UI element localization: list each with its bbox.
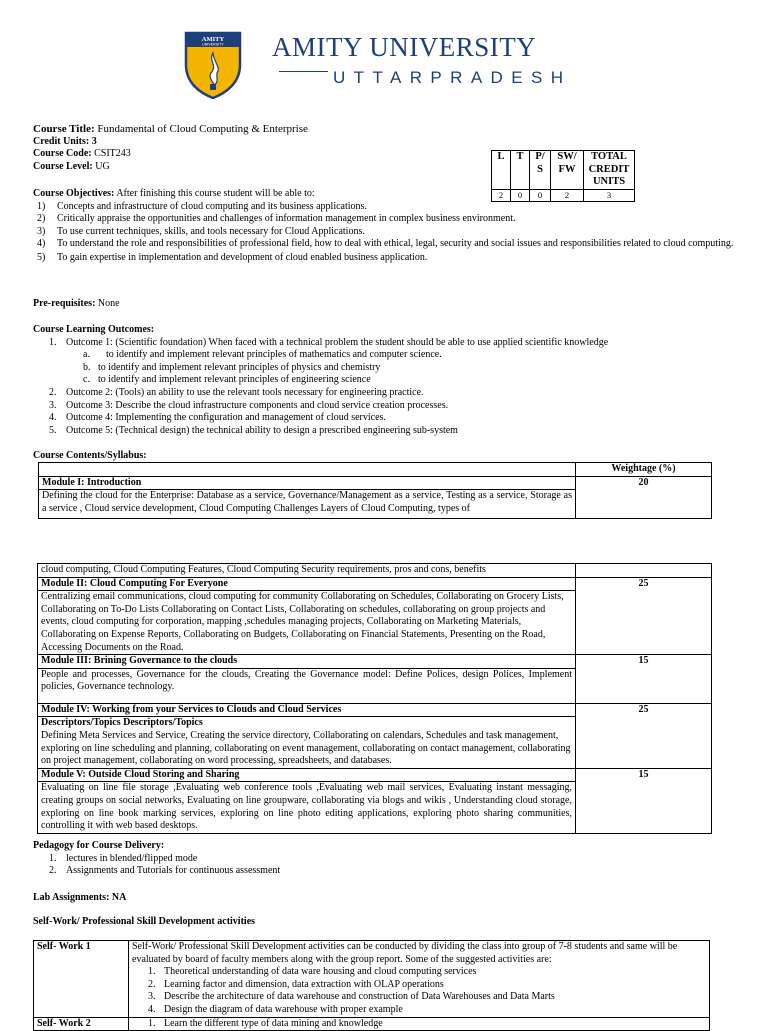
university-campus: UTTARPRADESH [333, 68, 572, 87]
objective-text: To gain expertise in implementation and development of cloud enabled business application. [57, 251, 428, 263]
self-work-heading: Self-Work/ Professional Skill Development activities [33, 916, 256, 927]
pedagogy-number: 1. [49, 852, 57, 864]
course-code-line [33, 148, 483, 161]
module-weightage: 25 [576, 577, 712, 655]
outcome-text: Outcome 5: (Technical design) the technical ability to design a prescribed engineering sub-system [66, 424, 458, 436]
module-weightage: 20 [576, 476, 712, 519]
outcome-number: 4. [49, 412, 57, 424]
credit-header-cell: T [511, 151, 530, 190]
module-row [38, 703, 712, 717]
outcome-sub-letter: b. [83, 361, 91, 373]
module-content: cloud computing, Cloud Computing Features, Cloud Computing Security requirements, pros and cons, benefits [38, 564, 576, 578]
outcome-subitem [33, 374, 733, 387]
logo-text-amity: AMITY [201, 36, 225, 43]
outcome-sub-text: to identify and implement relevant principles of physics and chemistry [98, 361, 381, 373]
pedagogy-heading: Pedagogy for Course Delivery: [33, 840, 165, 851]
outcome-sub-letter: a. [83, 349, 90, 361]
objective-number: 1) [37, 200, 46, 212]
course-title-value: Fundamental of Cloud Computing & Enterprise [97, 123, 308, 135]
credit-value-cell: 0 [530, 189, 551, 201]
self-work-text: Learn the different type of data mining and knowledge [164, 1017, 383, 1029]
objective-text: Concepts and infrastructure of cloud computing and its business applications. [57, 200, 367, 212]
learning-outcomes [33, 324, 733, 437]
self-work-label: Self- Work 1 [34, 941, 129, 1018]
objective-number: 3) [37, 225, 46, 237]
header-rule [279, 71, 328, 72]
credit-header-cell: L [492, 151, 511, 190]
objective-number: 4) [37, 238, 46, 250]
outcome-text: Outcome 3: Describe the cloud infrastructure components and cloud service creation processes. [66, 399, 449, 411]
outcome-sub-text: to identify and implement relevant principles of engineering science [98, 374, 371, 386]
syllabus-heading: Course Contents/Syllabus: [33, 450, 147, 461]
self-work-text: Theoretical understanding of data ware housing and cloud computing services [164, 966, 477, 978]
module-content: Centralizing email communications, cloud computing for community Collaborating on Schedules, Collaborating on Grocery Lists, Collaborating on To-Do Lists Collaborating on Contact Lists, Collaborating on schedules, collaborating on group projects and events, cloud computing for corporation, mapping ,schedules managing projects, Collaborating on Marketing Materials, Collaborating on Expense Reports, Collaborating on Budgets, Collaborating on Financial Statements, Presenting on the Road, Accessing Documents on the Road. [38, 591, 576, 655]
pedagogy-text: lectures in blended/flipped mode [66, 852, 198, 864]
objective-text: To understand the role and responsibilities of professional field, how to deal with ethical, legal, security and social issues and responsibilities related to cloud computing. [57, 238, 734, 250]
pedagogy [33, 840, 280, 878]
outcome-subitem [33, 349, 733, 362]
objective-text: Critically appraise the opportunities and challenges of information management in complex business environment. [57, 213, 516, 225]
self-work-row [34, 941, 710, 1018]
course-level-label: Course Level: [33, 160, 93, 172]
self-work-item [132, 1004, 706, 1017]
credit-header-cell: SW/ FW [551, 151, 584, 190]
module-title: Module I: Introduction [39, 476, 576, 490]
pedagogy-number: 2. [49, 865, 57, 877]
outcome-number: 1. [49, 336, 57, 348]
module-subheading: Descriptors/Topics Descriptors/Topics [38, 717, 576, 730]
self-work-text: Design the diagram of data warehouse with proper example [164, 1003, 403, 1015]
credit-units-value: 3 [91, 135, 97, 147]
objective-text: To use current techniques, skills, and tools necessary for Cloud Applications. [57, 225, 365, 237]
objective-number: 2) [37, 213, 46, 225]
module-row [39, 476, 712, 490]
credit-value-cell: 2 [551, 189, 584, 201]
outcome-item [33, 337, 733, 350]
module-content: People and processes, Governance for the clouds, Creating the Governance model: Define Polices, design Polices, Implement policies, Governance technology. [38, 668, 576, 703]
outcome-item [33, 425, 733, 438]
outcome-item [33, 412, 733, 425]
self-work-intro: Self-Work/ Professional Skill Development activities can be conducted by dividing the class into group of 7-8 students and same will be evaluated by board of faculty members along with the group report. Some of the suggested activities are: [132, 941, 678, 965]
module-title: Module III: Brining Governance to the clouds [38, 655, 576, 669]
outcome-text: Outcome 4: Implementing the configuration and management of cloud services. [66, 412, 386, 424]
self-work-label: Self- Work 2 [34, 1017, 129, 1031]
prerequisites-value: None [97, 298, 120, 309]
logo-text-university: UNIVERSITY [202, 42, 224, 47]
syllabus-header-blank [39, 463, 576, 477]
course-title-line [33, 123, 483, 136]
self-work-table [33, 940, 710, 1031]
weightage-blank [576, 564, 712, 578]
pedagogy-item [33, 853, 280, 866]
credit-header-cell: TOTAL CREDIT UNITS [584, 151, 635, 190]
prerequisites [33, 298, 120, 311]
module-row [38, 768, 712, 782]
course-level-line [33, 161, 483, 174]
credit-value-cell: 2 [492, 189, 511, 201]
objective-item [33, 252, 737, 265]
objective-item [33, 226, 737, 239]
module-weightage: 15 [576, 655, 712, 704]
course-code-value: CSIT243 [94, 148, 131, 160]
syllabus-table-part2 [37, 563, 712, 834]
course-code-label: Course Code: [33, 148, 92, 160]
credit-units-label: Credit Units: [33, 135, 90, 147]
outcome-number: 3. [49, 399, 57, 411]
self-work-text: Describe the architecture of data warehouse and construction of Data Warehouses and Data Marts [164, 991, 555, 1003]
credit-value-cell: 0 [511, 189, 530, 201]
amity-shield-icon [184, 31, 242, 99]
syllabus-header-row [39, 463, 712, 477]
outcome-subitem [33, 362, 733, 375]
course-objectives [33, 188, 733, 265]
outcome-number: 2. [49, 386, 57, 398]
outcome-number: 5. [49, 424, 57, 436]
module-row [38, 577, 712, 591]
course-title-label: Course Title: [33, 123, 95, 135]
learning-outcomes-heading: Course Learning Outcomes: [33, 324, 155, 335]
objective-item [33, 201, 737, 214]
self-work-item [132, 966, 706, 979]
module-row [38, 655, 712, 669]
objectives-heading [33, 188, 733, 201]
objective-item [33, 238, 737, 251]
pedagogy-item [33, 865, 280, 878]
course-info [33, 123, 483, 173]
outcome-item [33, 387, 733, 400]
outcome-sub-letter: c. [83, 374, 90, 386]
self-work-item [132, 991, 706, 1004]
credit-value-cell: 3 [584, 189, 635, 201]
lab-assignments: Lab Assignments: NA [33, 892, 127, 903]
outcome-item [33, 400, 733, 413]
module-content: Evaluating on line file storage ,Evaluating web conference tools ,Evaluating web mail services, Evaluating instant messaging, creating groups on social networks, Evaluating on line groupware, collaborating via blogs and wikis , Understanding cloud storage, exploring on line book marking services, exploring on line photo editing applications, exploring photo sharing communities, controlling it with web based desktops. [38, 782, 576, 833]
self-work-content [129, 941, 710, 1018]
credit-header-cell: P/ S [530, 151, 551, 190]
syllabus-table-part1 [38, 462, 712, 519]
objective-item [33, 213, 737, 226]
objectives-label: Course Objectives: [33, 188, 115, 199]
credit-table-header [492, 151, 635, 190]
self-work-number: 4. [148, 1003, 156, 1015]
module-title: Module IV: Working from your Services to Clouds and Cloud Services [38, 703, 576, 717]
module-title: Module II: Cloud Computing For Everyone [38, 577, 576, 591]
module-content: Defining the cloud for the Enterprise: Database as a service, Governance/Management as a service, Testing as a service, Storage as a service , Cloud service development, Cloud Computing Challenges Layers of Cloud Computing, types of [39, 490, 576, 519]
self-work-number: 3. [148, 991, 156, 1003]
module-weightage: 25 [576, 703, 712, 768]
self-work-item [132, 979, 706, 992]
module-content: Defining Meta Services and Service, Creating the service directory, Collaborating on calendars, Schedules and task management, exploring on line scheduling and planning, collaborating on event management, collaborating on contact management, collaborating on project management, collaborating on word processing, spreadsheets, and databases. [38, 730, 576, 768]
self-work-number: 1. [148, 1017, 156, 1029]
objective-number: 5) [37, 251, 46, 263]
outcome-sub-text: to identify and implement relevant principles of mathematics and computer science. [106, 349, 442, 361]
objectives-intro: After finishing this course student will be able to: [116, 188, 315, 199]
self-work-number: 2. [148, 978, 156, 990]
pedagogy-text: Assignments and Tutorials for continuous assessment [66, 865, 281, 877]
module-title: Module V: Outside Cloud Storing and Sharing [38, 768, 576, 782]
outcome-text: Outcome 2: (Tools) an ability to use the relevant tools necessary for engineering practice. [66, 386, 424, 398]
module-weightage: 15 [576, 768, 712, 833]
prerequisites-label: Pre-requisites: [33, 298, 96, 309]
weightage-header: Weightage (%) [576, 463, 712, 477]
university-logo [184, 31, 242, 99]
university-name: AMITY UNIVERSITY [272, 32, 537, 62]
self-work-number: 1. [148, 966, 156, 978]
course-level-value: UG [95, 160, 110, 172]
module-content-row [38, 564, 712, 578]
credit-units-line [33, 136, 483, 149]
outcome-text: Outcome 1: (Scientific foundation) When faced with a technical problem the student should be able to use applied scientific knowledge [66, 336, 609, 348]
self-work-text: Learning factor and dimension, data extraction with OLAP operations [164, 978, 444, 990]
